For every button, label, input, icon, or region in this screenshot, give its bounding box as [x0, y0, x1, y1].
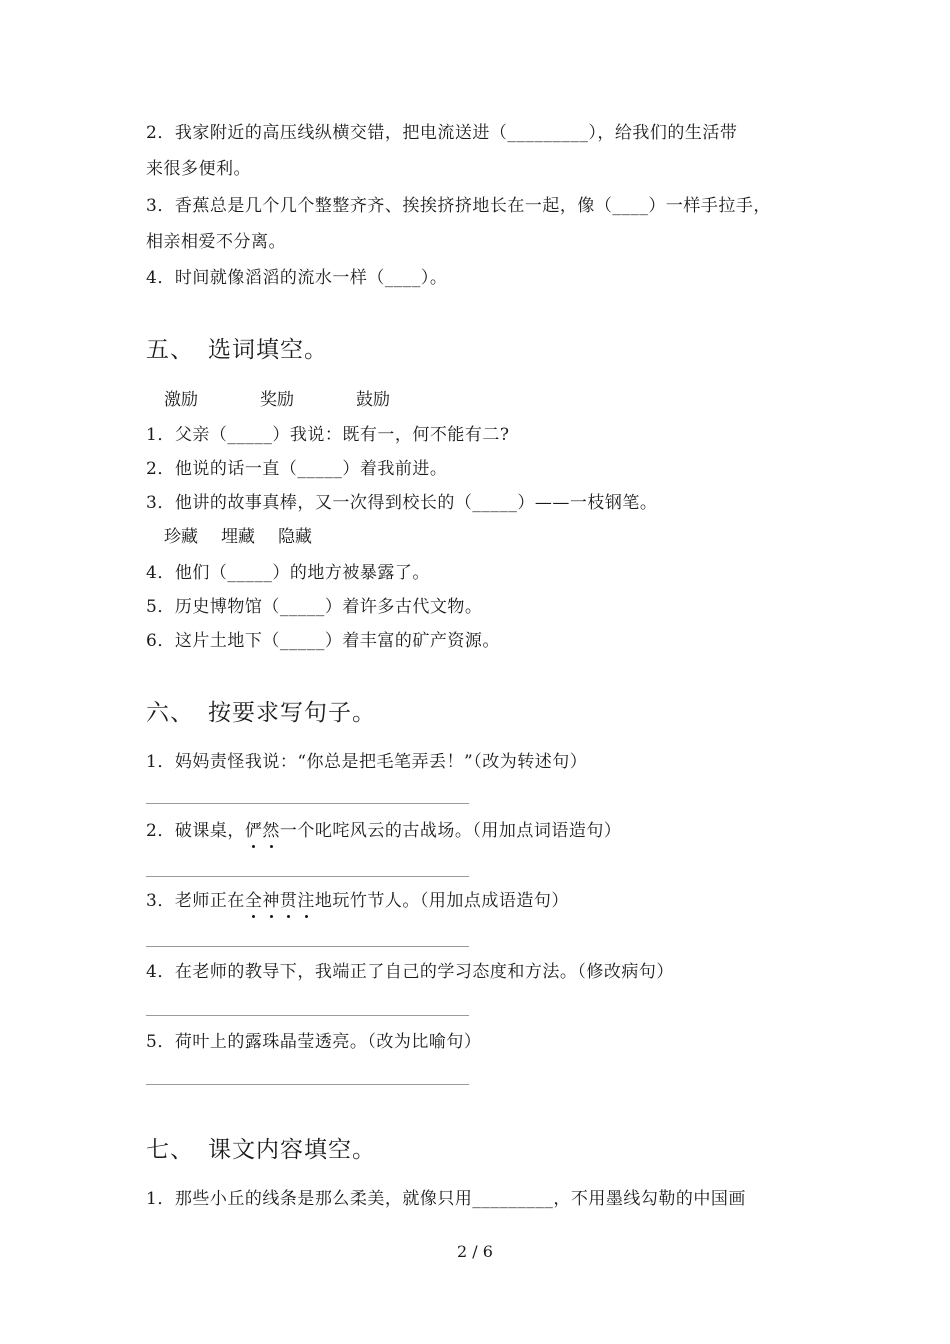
emphasis-char: 然: [262, 821, 280, 841]
section5-q2: 2．他说的话一直（_____）着我前进。: [146, 459, 448, 479]
section5-word-bank-1: [164, 389, 390, 411]
section4-q3-line2: 相亲相爱不分离。: [146, 232, 286, 252]
word-bank-item: 鼓励: [356, 390, 390, 410]
word-bank-item: 埋藏: [221, 527, 255, 547]
section4-q4: 4．时间就像滔滔的流水一样（____）。: [146, 268, 448, 288]
answer-line-1[interactable]: [146, 803, 469, 804]
answer-line-5[interactable]: [146, 1084, 469, 1085]
answer-line-4[interactable]: [146, 1015, 469, 1016]
section5-q1: 1．父亲（_____）我说：既有一，何不能有二?: [146, 425, 510, 445]
emphasis-char: 贯: [279, 891, 298, 911]
section6-q1: 1．妈妈责怪我说：“你总是把毛笔弄丢！”（改为转述句）: [146, 752, 588, 772]
emphasis-char: 俨: [244, 821, 263, 841]
section5-q6: 6．这片土地下（_____）着丰富的矿产资源。: [146, 631, 500, 651]
emphasis-char: 全: [244, 891, 263, 911]
section7-q1: 1．那些小丘的线条是那么柔美，就像只用_________，不用墨线勾勒的中国画: [146, 1189, 746, 1209]
answer-line-2[interactable]: [146, 876, 469, 877]
section6-q3-text: 地玩竹节人。（用加点成语造句）: [314, 891, 569, 911]
section5-q5: 5．历史博物馆（_____）着许多古代文物。: [146, 597, 483, 617]
section6-q5: 5．荷叶上的露珠晶莹透亮。（改为比喻句）: [146, 1032, 482, 1052]
section5-title: 选词填空。: [208, 337, 328, 363]
section6-number: 六、: [146, 700, 194, 726]
section5-number: 五、: [146, 337, 194, 363]
section4-q2-line1: 2．我家附近的高压线纵横交错，把电流送进（_________），给我们的生活带: [146, 123, 738, 143]
section6-q3: [146, 890, 569, 912]
section6-q3-text: 3．老师正在: [146, 891, 245, 911]
section6-q2: [146, 820, 621, 842]
section6-q2-text: 一个叱咤风云的古战场。（用加点词语造句）: [279, 821, 622, 841]
section6-heading: [146, 698, 376, 728]
answer-line-3[interactable]: [146, 946, 469, 947]
section4-q2-line2: 来很多便利。: [146, 159, 251, 179]
section6-title: 按要求写句子。: [208, 700, 376, 726]
word-bank-item: 隐藏: [278, 527, 312, 547]
emphasis-char: 注: [297, 891, 315, 911]
section7-heading: [146, 1135, 376, 1165]
page-number: 2 / 6: [457, 1242, 493, 1261]
section7-number: 七、: [146, 1137, 194, 1163]
section4-q3-line1: 3．香蕉总是几个几个整整齐齐、挨挨挤挤地长在一起，像（____）一样手拉手，: [146, 196, 771, 216]
word-bank-item: 珍藏: [164, 527, 198, 547]
section6-q2-text: 2．破课桌，: [146, 821, 245, 841]
word-bank-item: 奖励: [260, 390, 294, 410]
emphasis-char: 神: [262, 891, 280, 911]
section6-q4: 4．在老师的教导下，我端正了自己的学习态度和方法。（修改病句）: [146, 962, 674, 982]
section5-q4: 4．他们（_____）的地方被暴露了。: [146, 563, 430, 583]
section7-title: 课文内容填空。: [208, 1137, 376, 1163]
section5-heading: [146, 335, 328, 365]
section5-q3: 3．他讲的故事真棒，又一次得到校长的（_____）——一枝钢笔。: [146, 493, 658, 513]
word-bank-item: 激励: [164, 390, 198, 410]
section5-word-bank-2: [164, 526, 312, 548]
